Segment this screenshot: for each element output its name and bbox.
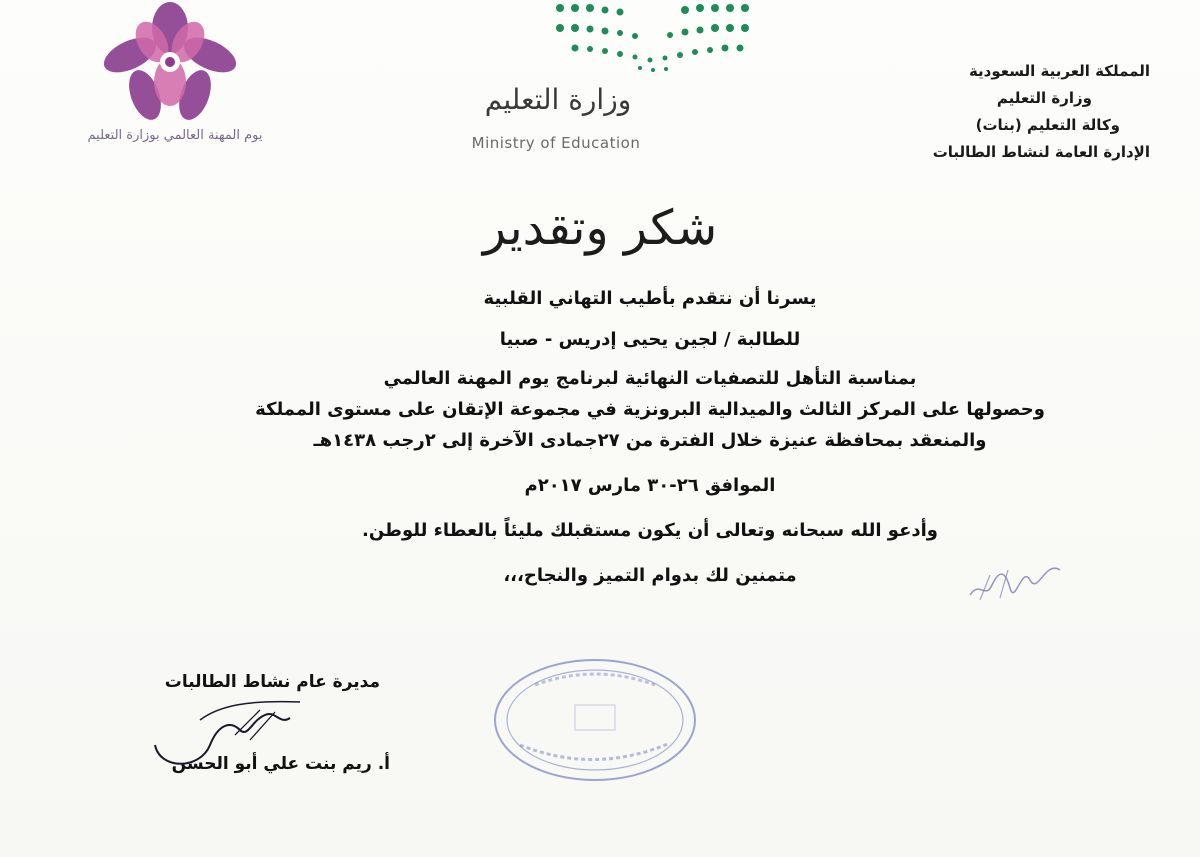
body-line-occasion: بمناسبة التأهل للتصفيات النهائية لبرنامج يوم المهنة العالمي bbox=[383, 368, 917, 389]
body-line-award: وحصولها على المركز الثالث والميدالية البرونزية في مجموعة الإتقان على مستوى المملكة bbox=[255, 399, 1045, 420]
body-line-greeting: يسرنا أن نتقدم بأطيب التهاني القلبية bbox=[483, 288, 817, 309]
issuer-header bbox=[820, 58, 1150, 166]
body-line-venue-dates: والمنعقد بمحافظة عنيزة خلال الفترة من ٢٧جمادى الآخرة إلى ٢رجب ١٤٣٨هـ bbox=[313, 430, 987, 451]
body-line-student: للطالبة / لجين يحيى إدريس - صبيا bbox=[499, 329, 801, 350]
career-day-logo bbox=[90, 0, 250, 125]
handwritten-signature bbox=[140, 690, 310, 775]
ministry-arabic-name: وزارة التعليم bbox=[484, 83, 632, 116]
career-day-caption: يوم المهنة العالمي بوزارة التعليم bbox=[87, 128, 263, 143]
handwritten-note bbox=[960, 540, 1070, 610]
header-country: المملكة العربية السعودية bbox=[968, 62, 1150, 80]
ministry-english-name: Ministry of Education bbox=[471, 134, 641, 152]
header-department: الإدارة العامة لنشاط الطالبات bbox=[932, 143, 1150, 161]
signatory-name: أ. ريم بنت علي أبو الحسن bbox=[171, 754, 390, 774]
header-ministry: وزارة التعليم bbox=[996, 89, 1092, 107]
body-line-prayer: وأدعو الله سبحانه وتعالى أن يكون مستقبلك مليئاً بالعطاء للوطن. bbox=[362, 520, 938, 541]
body-line-wishes: متمنين لك بدوام التميز والنجاح،،، bbox=[503, 565, 797, 586]
body-line-gregorian-date: الموافق ٢٦-٣٠ مارس ٢٠١٧م bbox=[524, 475, 776, 496]
header-agency: وكالة التعليم (بنات) bbox=[975, 116, 1120, 134]
certificate-title: شكر وتقدير bbox=[482, 200, 718, 256]
signatory-title: مديرة عام نشاط الطالبات bbox=[164, 672, 380, 692]
official-stamp bbox=[490, 655, 700, 785]
certificate-body bbox=[240, 283, 1060, 591]
